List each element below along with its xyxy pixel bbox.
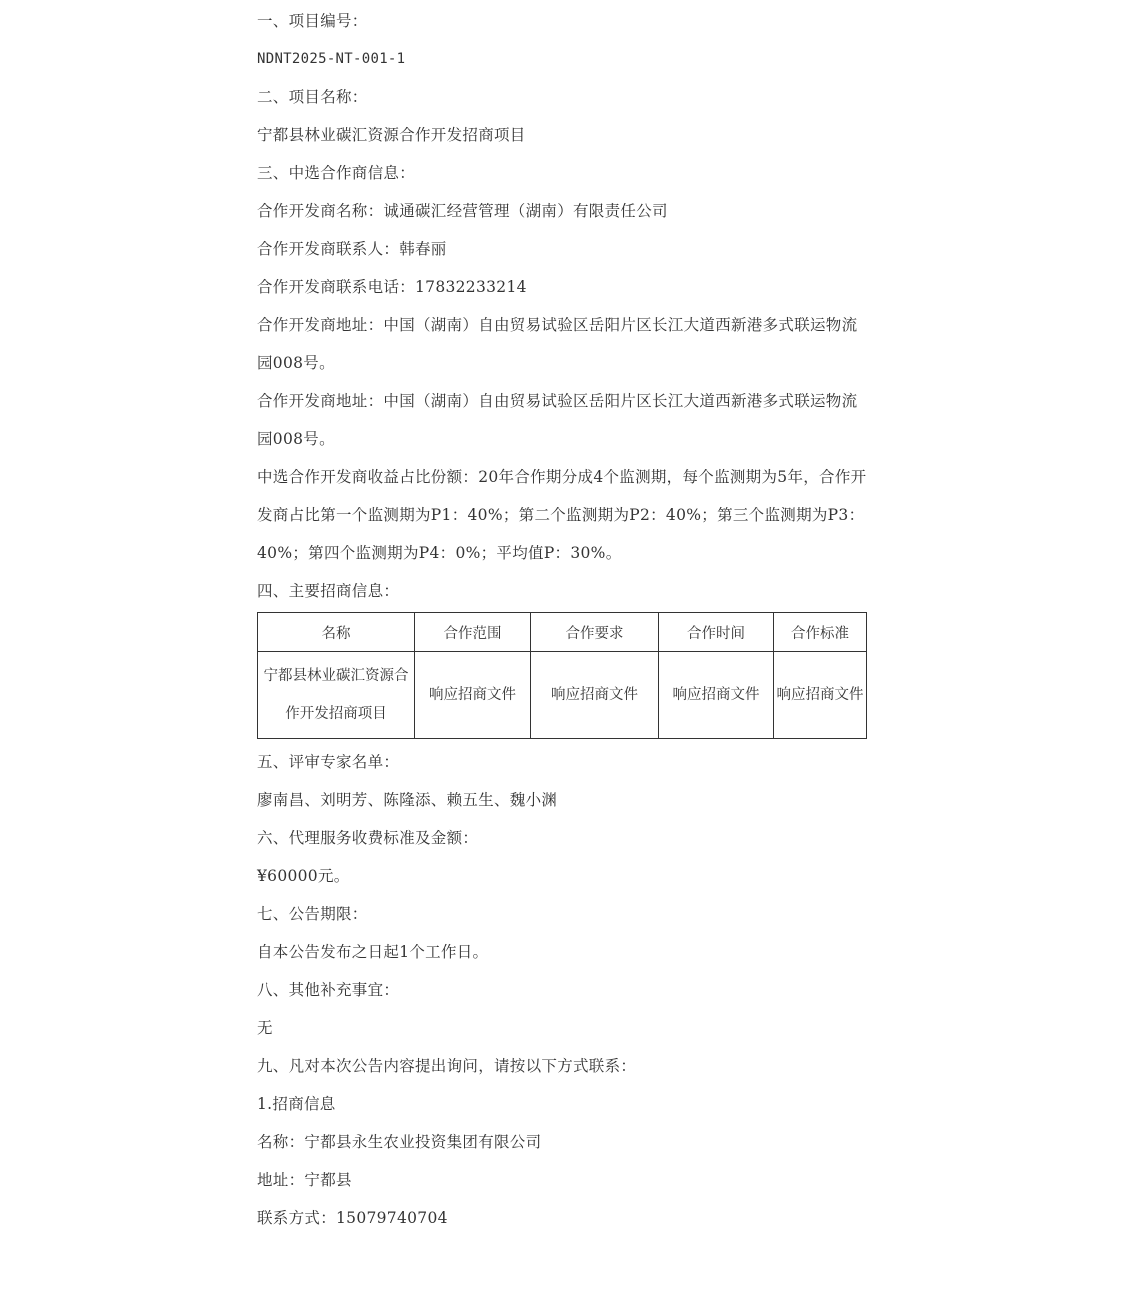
expert-list: 廖南昌、刘明芳、陈隆添、赖五生、魏小渊 — [257, 791, 558, 809]
table-header-scope: 合作范围 — [415, 613, 531, 652]
announcement-document — [257, 0, 867, 1237]
table-header-time: 合作时间 — [659, 613, 774, 652]
announcement-period: 自本公告发布之日起1个工作日。 — [257, 943, 489, 961]
developer-name: 合作开发商名称：诚通碳汇经营管理（湖南）有限责任公司 — [257, 202, 668, 220]
table-cell-time: 响应招商文件 — [659, 652, 774, 739]
section-6-heading: 六、代理服务收费标准及金额： — [257, 829, 479, 847]
section-7-heading: 七、公告期限： — [257, 905, 368, 923]
supplementary-matters: 无 — [257, 1019, 273, 1037]
investment-info-table — [257, 612, 867, 739]
developer-phone: 合作开发商联系电话：17832233214 — [257, 278, 527, 296]
table-row — [258, 652, 867, 739]
section-2-heading: 二、项目名称： — [257, 88, 368, 106]
section-4-heading: 四、主要招商信息： — [257, 582, 400, 600]
project-number: NDNT2025-NT-001-1 — [257, 51, 406, 67]
contact-org-name: 名称：宁都县永生农业投资集团有限公司 — [257, 1133, 542, 1151]
section-3-heading: 三、中选合作商信息： — [257, 164, 416, 182]
developer-revenue-share: 中选合作开发商收益占比份额：20年合作期分成4个监测期，每个监测期为5年，合作开发商占比第一个监测期为P1：40%；第二个监测期为P2：40%；第三个监测期为P3：40%；第四个监测期为P4：0%；平均值P：30%。 — [257, 468, 867, 562]
developer-address-duplicate: 合作开发商地址：中国（湖南）自由贸易试验区岳阳片区长江大道西新港多式联运物流园008号。 — [257, 392, 858, 448]
table-cell-scope: 响应招商文件 — [415, 652, 531, 739]
section-1-heading: 一、项目编号： — [257, 12, 368, 30]
section-5-heading: 五、评审专家名单： — [257, 753, 400, 771]
developer-address: 合作开发商地址：中国（湖南）自由贸易试验区岳阳片区长江大道西新港多式联运物流园008号。 — [257, 316, 858, 372]
table-header-requirements: 合作要求 — [531, 613, 659, 652]
project-name: 宁都县林业碳汇资源合作开发招商项目 — [257, 126, 526, 144]
table-header-row — [258, 613, 867, 652]
section-9-heading: 九、凡对本次公告内容提出询问，请按以下方式联系： — [257, 1057, 637, 1075]
table-header-standard: 合作标准 — [774, 613, 867, 652]
table-header-name: 名称 — [258, 613, 415, 652]
table-cell-name: 宁都县林业碳汇资源合作开发招商项目 — [258, 652, 415, 739]
section-8-heading: 八、其他补充事宜： — [257, 981, 400, 999]
contact-phone: 联系方式：15079740704 — [257, 1209, 448, 1227]
table-cell-standard: 响应招商文件 — [774, 652, 867, 739]
contact-subheading: 1.招商信息 — [257, 1095, 336, 1113]
table-cell-requirements: 响应招商文件 — [531, 652, 659, 739]
developer-contact: 合作开发商联系人：韩春丽 — [257, 240, 447, 258]
contact-address: 地址：宁都县 — [257, 1171, 352, 1189]
service-fee: ¥60000元。 — [257, 867, 350, 885]
